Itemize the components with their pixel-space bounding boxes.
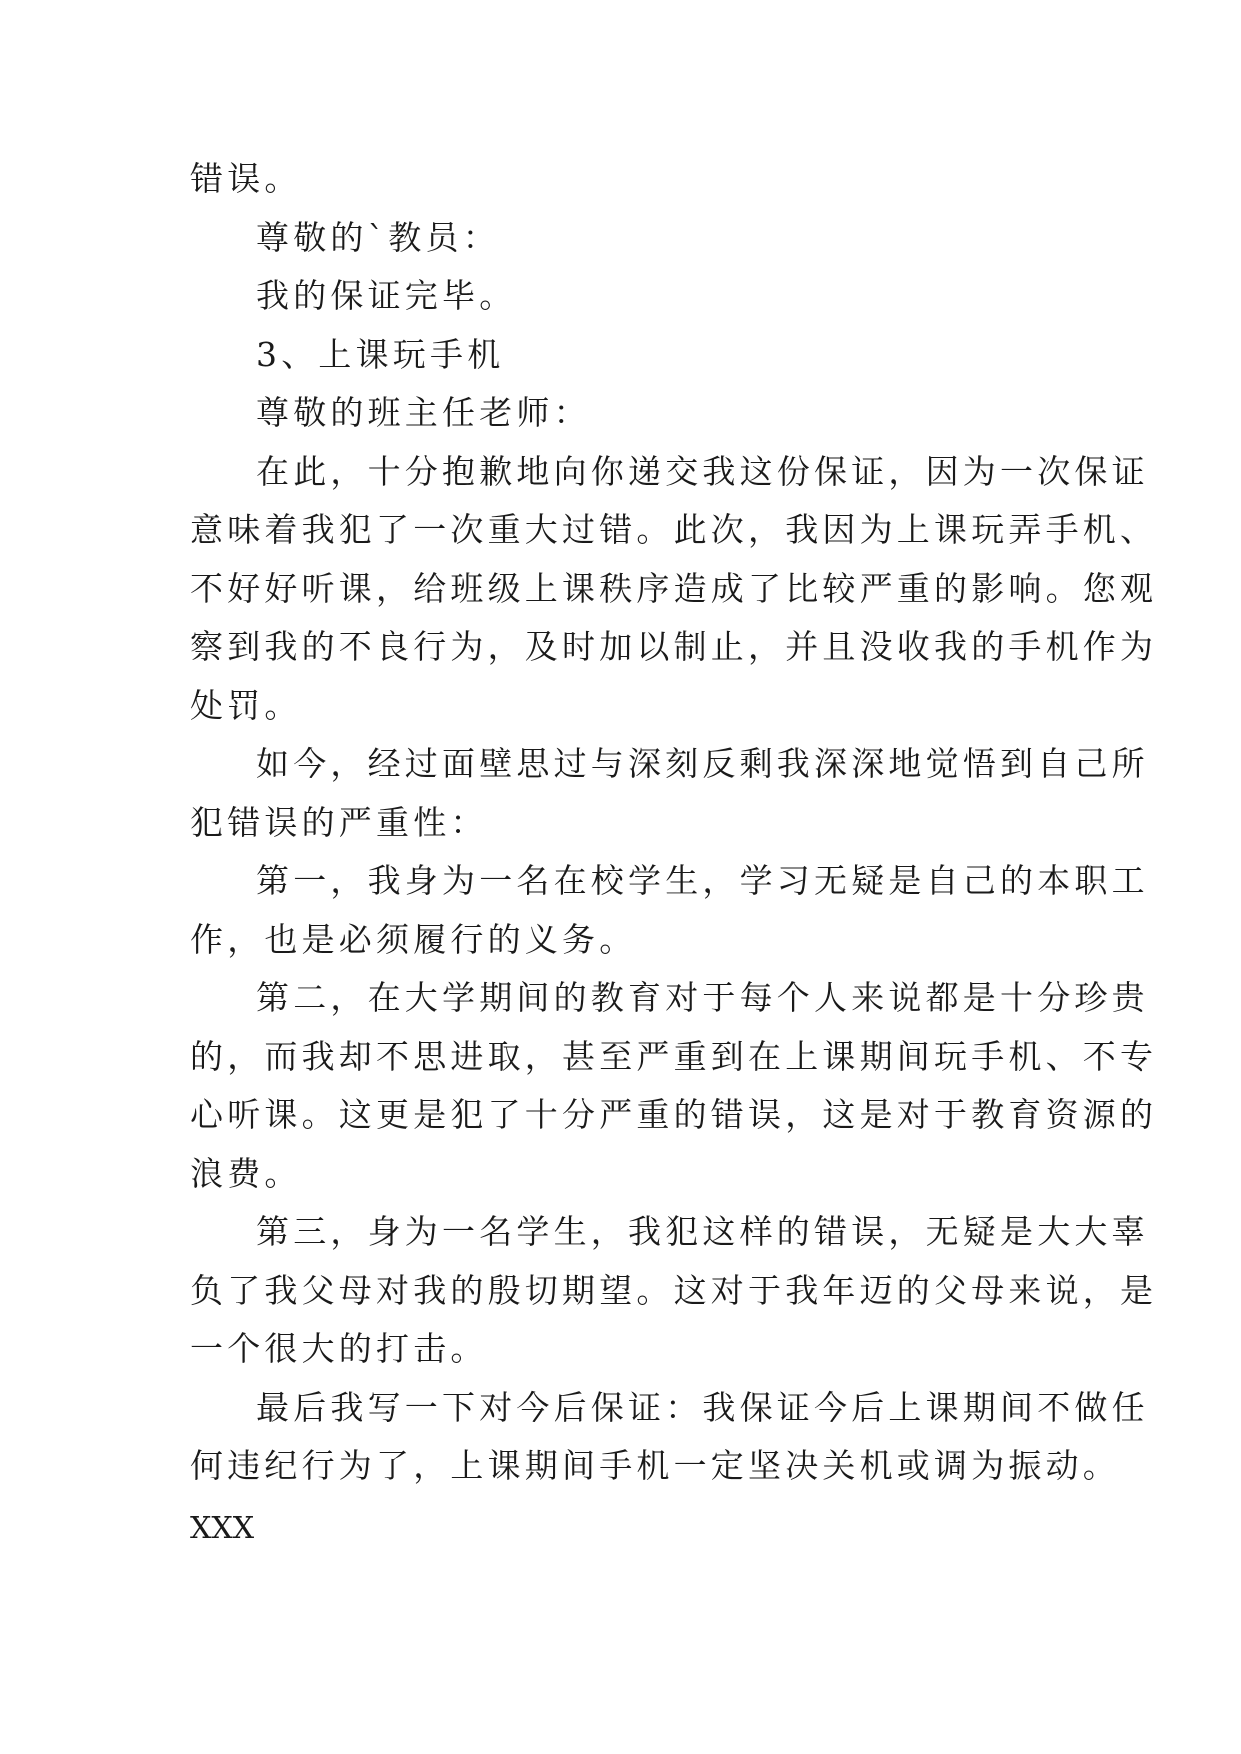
text-line: 我的保证完毕。 bbox=[256, 276, 517, 315]
text-line: 如今，经过面壁思过与深刻反剩我深深地觉悟到自己所 bbox=[256, 744, 1149, 783]
text-line: 最后我写一下对今后保证：我保证今后上课期间不做任 bbox=[256, 1387, 1149, 1427]
text-line: 第三，身为一名学生，我犯这样的错误，无疑是大大辜 bbox=[256, 1212, 1149, 1251]
text-line: 的，而我却不思进取，甚至严重到在上课期间玩手机、不专 bbox=[190, 1036, 1158, 1076]
text-line: 犯错误的严重性： bbox=[190, 802, 488, 842]
text-line: 作，也是必须履行的义务。 bbox=[190, 919, 637, 959]
text-line: 在此，十分抱歉地向你递交我这份保证，因为一次保证 bbox=[256, 451, 1149, 491]
text-line: 第一，我身为一名在校学生，学习无疑是自己的本职工 bbox=[256, 861, 1149, 900]
text-line: 处罚。 bbox=[190, 685, 302, 725]
text-line: 何违纪行为了，上课期间手机一定坚决关机或调为振动。 bbox=[190, 1446, 1120, 1485]
text-line: 一个很大的打击。 bbox=[190, 1329, 488, 1368]
text-line: 察到我的不良行为，及时加以制止，并且没收我的手机作为 bbox=[190, 627, 1158, 666]
text-line: 浪费。 bbox=[190, 1153, 302, 1193]
document-body bbox=[190, 150, 1158, 1496]
text-line: 心听课。这更是犯了十分严重的错误，这是对于教育资源的 bbox=[190, 1095, 1158, 1134]
text-line: 尊敬的`教员： bbox=[256, 217, 500, 257]
text-line: 尊敬的班主任老师： bbox=[256, 393, 591, 432]
text-line: 意味着我犯了一次重大过错。此次，我因为上课玩弄手机、 bbox=[190, 510, 1158, 549]
text-line: 3、上课玩手机 bbox=[256, 334, 505, 374]
text-line: 负了我父母对我的殷切期望。这对于我年迈的父母来说，是 bbox=[190, 1270, 1158, 1310]
text-line: 不好好听课，给班级上课秩序造成了比较严重的影响。您观 bbox=[190, 568, 1158, 608]
signature: XXX bbox=[190, 1511, 255, 1546]
text-line: 错误。 bbox=[190, 159, 302, 198]
text-line: 第二，在大学期间的教育对于每个人来说都是十分珍贵 bbox=[256, 978, 1149, 1017]
